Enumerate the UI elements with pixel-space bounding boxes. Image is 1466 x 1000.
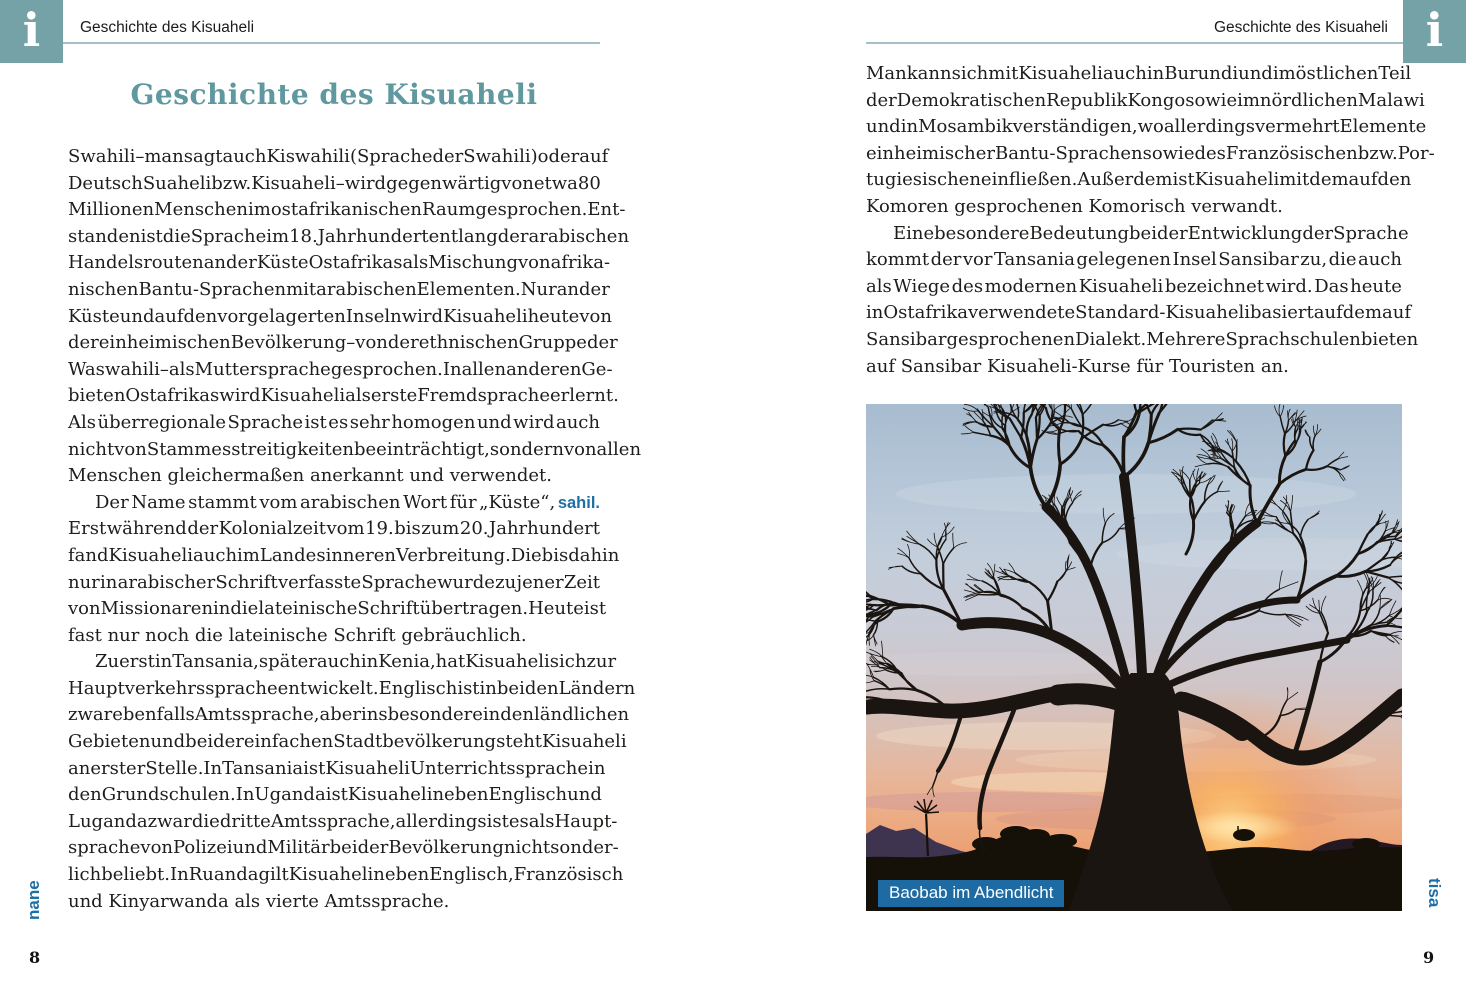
text-line: bieten Ostafrikas wird Kisuaheli als erste Fremdsprache erlernt. bbox=[68, 385, 619, 407]
text-line: lich beliebt. In Ruanda gilt Kisuaheli neben Englisch, Französisch bbox=[68, 864, 624, 886]
text-line: Deutsch Suaheli bzw. Kisuaheli – wird gegenwärtig von etwa 80 bbox=[68, 172, 601, 194]
text-line: Zuerst in Tansania, später auch in Kenia, hat Kisuaheli sich zur bbox=[95, 651, 617, 673]
header-rule-right bbox=[866, 42, 1403, 44]
text-line: sprache von Polizei und Militär bei der Bevölkerung nicht sonder- bbox=[68, 837, 619, 859]
text-line: tugiesischen einfließen. Außerdem ist Kisuaheli mit dem auf den bbox=[866, 169, 1412, 191]
page-number-right: 9 bbox=[1423, 948, 1435, 967]
text-line: Hauptverkehrssprache entwickelt. Englisch ist in beiden Ländern bbox=[68, 677, 636, 699]
text-line: der Demokratischen Republik Kongo sowie im nördlichen Malawi bbox=[866, 89, 1425, 111]
text-line: Der Name stammt vom arabischen Wort für „Küste“, sahil. bbox=[95, 491, 600, 513]
text-line: Erst während der Kolonialzeit vom 19. bis zum 20. Jahrhundert bbox=[68, 518, 600, 540]
text-line: Menschen gleichermaßen anerkannt und verwendet. bbox=[68, 465, 552, 487]
baobab-photo bbox=[866, 404, 1402, 911]
page-title: Geschichte des Kisuaheli bbox=[130, 78, 538, 111]
text-line: nischen Bantu-Sprachen mit arabischen Elementen. Nur an der bbox=[68, 278, 610, 300]
header-rule-left bbox=[63, 42, 600, 44]
text-line: einheimischer Bantu-Sprachen sowie des Französischen bzw. Por- bbox=[866, 142, 1435, 164]
text-line: Gebieten und bei der einfachen Stadtbevölkerung steht Kisuaheli bbox=[68, 731, 627, 753]
text-line: von Missionaren in die lateinische Schrift übertragen. Heute ist bbox=[68, 598, 607, 620]
text-line: Als überregionale Sprache ist es sehr homogen und wird auch bbox=[68, 411, 600, 433]
running-header-right: Geschichte des Kisuaheli bbox=[1213, 19, 1388, 36]
text-line: Waswahili – als Muttersprache gesprochen. In allen anderen Ge- bbox=[68, 358, 613, 380]
text-line: kommt der vor Tansania gelegenen Insel Sansibar zu, die auch bbox=[866, 249, 1402, 271]
text-line: standen ist die Sprache im 18. Jahrhundert entlang der arabischen bbox=[68, 225, 630, 247]
text-line: Swahili – man sagt auch Kiswahili (Sprache der Swahili) oder auf bbox=[68, 146, 609, 167]
text-line: fast nur noch die lateinische Schrift gebräuchlich. bbox=[68, 624, 527, 646]
body-text-right bbox=[866, 61, 1435, 380]
margin-word-nane: nane bbox=[24, 880, 43, 920]
text-line: Man kann sich mit Kisuaheli auch in Burundi und im östlichen Teil bbox=[866, 63, 1412, 84]
text-line: fand Kisuaheli auch im Landesinneren Verbreitung. Die bis dahin bbox=[68, 544, 620, 566]
running-header-left: Geschichte des Kisuaheli bbox=[80, 19, 255, 36]
text-line: und in Mosambik verständigen, wo allerdings vermehrt Elemente bbox=[866, 116, 1427, 138]
text-line: zwar ebenfalls Amtssprache, aber insbesondere in den ländlichen bbox=[68, 704, 630, 726]
page-number-left: 8 bbox=[29, 948, 41, 967]
text-line: Handelsrouten an der Küste Ostafrikas als Mischung von afrika- bbox=[68, 252, 611, 274]
text-line: Luganda zwar die dritte Amtssprache, allerdings ist es als Haupt- bbox=[68, 810, 618, 832]
text-line: Millionen Menschen im ostafrikanischen Raum gesprochen. Ent- bbox=[68, 199, 626, 221]
text-line: nicht von Stammesstreitigkeiten beeinträchtigt, sondern von allen bbox=[68, 438, 642, 460]
text-line: Eine besondere Bedeutung bei der Entwicklung der Sprache bbox=[893, 222, 1409, 244]
text-line: der einheimischen Bevölkerung – von der ethnischen Gruppe der bbox=[68, 332, 618, 354]
text-line: nur in arabischer Schrift verfasste Sprache wurde zu jener Zeit bbox=[68, 571, 600, 593]
body-text-left bbox=[68, 144, 642, 915]
margin-word-tisa: tisa bbox=[1425, 878, 1444, 908]
text-line: in Ostafrika verwendete Standard-Kisuaheli basiert auf dem auf bbox=[866, 302, 1412, 324]
text-line: und Kinyarwanda als vierte Amtssprache. bbox=[68, 890, 450, 912]
text-line: an erster Stelle. In Tansania ist Kisuaheli Unterrichtssprache in bbox=[68, 757, 606, 779]
text-line: als Wiege des modernen Kisuaheli bezeichnet wird. Das heute bbox=[866, 275, 1402, 297]
text-line: den Grundschulen. In Uganda ist Kisuaheli neben Englisch und bbox=[68, 784, 602, 806]
text-line: Komoren gesprochenen Komorisch verwandt. bbox=[866, 195, 1283, 217]
photo-caption: Baobab im Abendlicht bbox=[878, 880, 1064, 907]
info-icon: i bbox=[0, 0, 63, 63]
text-line: auf Sansibar Kisuaheli-Kurse für Touristen an. bbox=[866, 355, 1289, 377]
text-line: Sansibar gesprochenen Dialekt. Mehrere Sprachschulen bieten bbox=[866, 328, 1419, 350]
text-line: Küste und auf den vorgelagerten Inseln wird Kisuaheli heute von bbox=[68, 305, 612, 327]
info-icon: i bbox=[1403, 0, 1466, 63]
